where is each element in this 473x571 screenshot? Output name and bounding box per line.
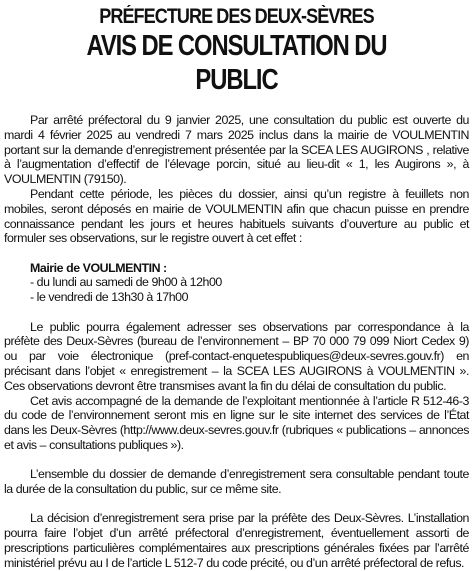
- mairie-hours: [4, 261, 469, 305]
- paragraph-consultation-dates: Par arrêté préfectoral du 9 janvier 2025, une consultation du public est ouverte du mardi 4 février 2025 au vendredi 7 mars 2025 inclus dans la mairie de VOULMENTIN portant sur la demande d’enregistrement présentée par la SCEA LES AUGIRONS , relative à l’augmentation d’effectif de l’élevage porcin, situé au lieu-dit « 1, les Augirons », à VOULMENTIN (79150).: [4, 113, 469, 187]
- paragraph-online-publication: Cet avis accompagné de la demande de l’exploitant mentionnée à l’article R 512-46-3 du code de l’environnement seront mis en ligne sur le site internet des services de l’État dans les Deux-Sèvres (http://www.deux-sevres.gouv.fr (rubriques « publications – annonces et avis – consultations publiques »).: [4, 393, 469, 452]
- notice-title: AVIS DE CONSULTATION DU PUBLIC: [86, 30, 387, 96]
- prefecture-heading: PRÉFECTURE DES DEUX-SÈVRES: [99, 5, 374, 28]
- paragraph-correspondence: Le public pourra également adresser ses observations par correspondance à la préfète des Deux-Sèvres (bureau de l’environnement – BP 70 000 79 099 Niort Cedex 9) ou par voie électronique (pref-contact-enquetespubliques@deux-sevres.gouv.fr) en précisant dans l’objet « enregistrement – la SCEA LES AUGIRONS à VOULMENTIN ». Ces observations devront être transmises avant la fin du délai de consultation du public.: [4, 319, 469, 393]
- spacer: [4, 305, 469, 320]
- spacer: [4, 246, 469, 261]
- paragraph-dossier-availability: L’ensemble du dossier de demande d’enregistrement sera consultable pendant toute la durée de la consultation du public, sur ce même site.: [4, 467, 469, 497]
- notice-body: [4, 113, 469, 571]
- spacer: [4, 453, 469, 468]
- schedule-line-weekdays: - du lundi au samedi de 9h00 à 12h00: [30, 275, 222, 290]
- spacer: [4, 497, 469, 512]
- schedule-line-friday: - le vendredi de 13h30 à 17h00: [30, 290, 189, 305]
- paragraph-registry: Pendant cette période, les pièces du dossier, ainsi qu’un registre à feuillets non mobiles, seront déposés en mairie de VOULMENTIN afin que chacun puisse en prendre connaissance pendant les jours et heures habituels suivants d’ouverture au public et formuler ses observations, sur le registre ouvert à cet effet :: [4, 186, 469, 246]
- mairie-heading: Mairie de VOULMENTIN :: [30, 260, 167, 275]
- paragraph-decision: La décision d’enregistrement sera prise par la préfète des Deux-Sèvres. L’installation pourra faire l’objet d’un arrêté préfectoral d’enregistrement, éventuellement assorti de prescriptions particulières complémentaires aux prescriptions générales fixées par l’arrêté ministériel prévu au I de l’article L 512-7 du code précité, ou d’un arrêté préfectoral de refus.: [4, 511, 469, 570]
